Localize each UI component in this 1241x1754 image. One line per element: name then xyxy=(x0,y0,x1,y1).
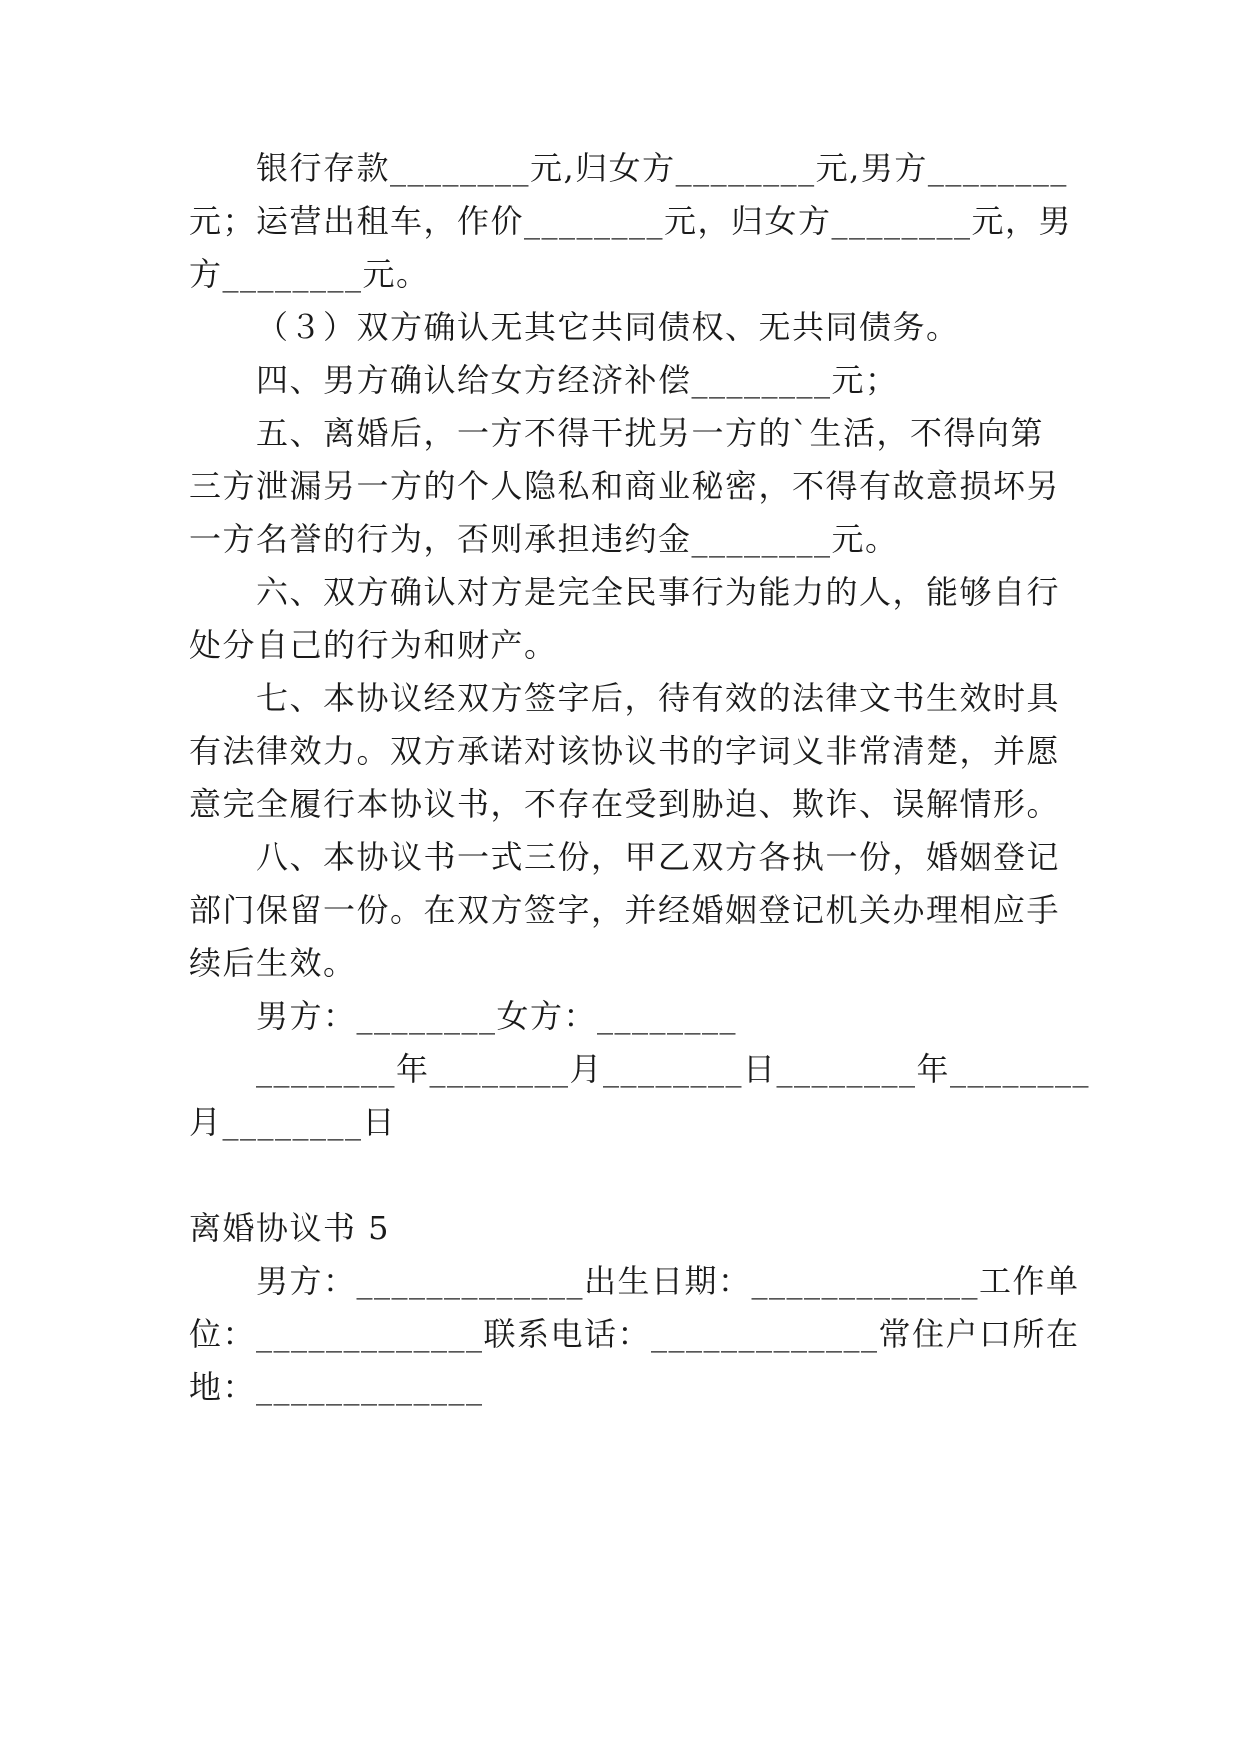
text-line: 地：_____________ xyxy=(189,1368,484,1406)
text-line: 五、离婚后，一方不得干扰另一方的`生活，不得向第 xyxy=(256,414,1045,452)
text-line: 男方：_____________出生日期：_____________工作单 xyxy=(256,1262,1080,1300)
text-line: 方________元。 xyxy=(189,255,430,293)
text-line: 意完全履行本协议书，不存在受到胁迫、欺诈、误解情形。 xyxy=(189,785,1061,823)
text-line: 位：_____________联系电话：_____________常住户口所在 xyxy=(189,1315,1080,1353)
text-line: 八、本协议书一式三份，甲乙双方各执一份，婚姻登记 xyxy=(256,838,1061,876)
text-line: 银行存款________元,归女方________元,男方________ xyxy=(256,149,1068,187)
date-line: ________年________月________日________年________ xyxy=(256,1050,1091,1088)
text-line: 部门保留一份。在双方签字，并经婚姻登记机关办理相应手 xyxy=(189,891,1061,929)
text-line: 六、双方确认对方是完全民事行为能力的人，能够自行 xyxy=(256,573,1061,611)
text-line: 有法律效力。双方承诺对该协议书的字词义非常清楚，并愿 xyxy=(189,732,1061,770)
signature-line: 男方：________女方：________ xyxy=(256,997,738,1035)
text-line: 元；运营出租车，作价________元，归女方________元，男 xyxy=(189,202,1073,240)
text-line: 续后生效。 xyxy=(189,944,357,982)
text-line: 一方名誉的行为，否则承担违约金________元。 xyxy=(189,520,899,558)
section-title: 离婚协议书 5 xyxy=(189,1209,391,1247)
text-line: （３）双方确认无其它共同债权、无共同债务。 xyxy=(256,308,960,346)
date-line: 月________日 xyxy=(189,1103,397,1141)
text-line: 七、本协议经双方签字后，待有效的法律文书生效时具 xyxy=(256,679,1061,717)
text-line: 处分自己的行为和财产。 xyxy=(189,626,558,664)
text-line: 三方泄漏另一方的个人隐私和商业秘密，不得有故意损坏另 xyxy=(189,467,1061,505)
text-line: 四、男方确认给女方经济补偿________元； xyxy=(256,361,899,399)
